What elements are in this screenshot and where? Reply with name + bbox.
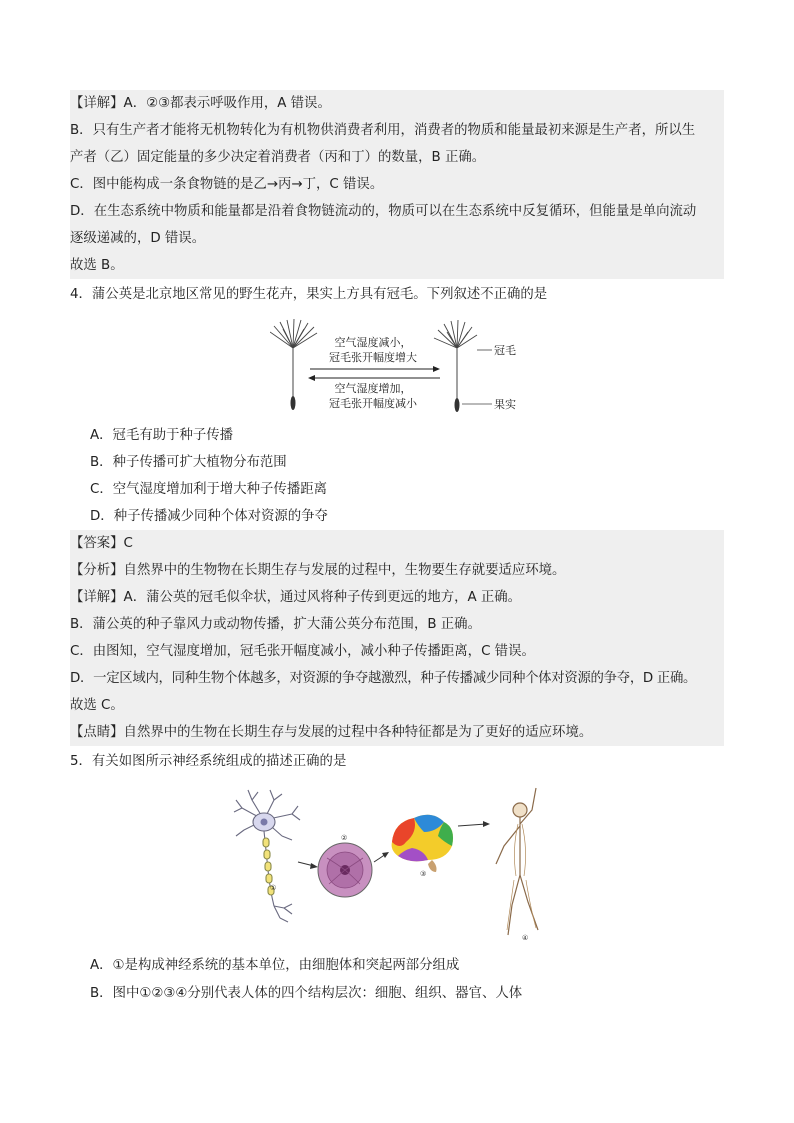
q4-detail-b: B．蒲公英的种子靠风力或动物传播，扩大蒲公英分布范围，B 正确。 [70,611,724,638]
q4-analysis: 【分析】自然界中的生物物在长期生存与发展的过程中，生物要生存就要适应环境。 [70,557,724,584]
q5-option-a: A．①是构成神经系统的基本单位，由细胞体和突起两部分组成 [90,958,460,973]
dandelion-open [270,319,317,410]
top-text-1: 空气湿度减小， [334,336,412,349]
bottom-text-1: 空气湿度增加， [334,382,412,395]
q4-option-a: A．冠毛有助于种子传播 [90,428,234,443]
q4-detail-d: D．一定区域内，同种生物个体越多，对资源的争夺越激烈，种子传播减少同种个体对资源的争夺，D 正确。 [70,665,724,692]
label-2: ② [341,834,348,842]
bottom-text-2: 冠毛张开幅度减小 [329,397,417,410]
q4-option-d: D．种子传播减少同种个体对资源的争夺 [90,509,328,524]
q3-detail-a: 【详解】A．②③都表示呼吸作用，A 错误。 [70,90,724,117]
q4-detail-c: C．由图知，空气湿度增加，冠毛张开幅度减小，减小种子传播距离，C 错误。 [70,638,724,665]
human-body-image [496,788,538,935]
q3-detail-b-2: 产者（乙）固定能量的多少决定着消费者（丙和丁）的数量，B 正确。 [70,144,724,171]
top-text-2: 冠毛张开幅度增大 [329,351,417,364]
q3-detail-c: C．图中能构成一条食物链的是乙→丙→丁，C 错误。 [70,171,724,198]
q4-detail-a: 【详解】A．蒲公英的冠毛似伞状，通过风将种子传到更远的地方，A 正确。 [70,584,724,611]
q4-comment: 【点睛】自然界中的生物在长期生存与发展的过程中各种特征都是为了更好的适应环境。 [70,719,724,746]
label-3: ③ [420,870,427,878]
label-pappus: 冠毛 [494,344,516,357]
brain-image [392,815,453,872]
label-fruit: 果实 [494,398,516,411]
neuron-image [234,790,300,922]
label-1: ① [270,884,277,892]
q3-detail-b-1: B．只有生产者才能将无机物转化为有机物供消费者利用，消费者的物质和能量最初来源是生产者，所以生 [70,117,724,144]
q4-stem: 4．蒲公英是北京地区常见的野生花卉，果实上方具有冠毛。下列叙述不正确的是 [70,287,548,302]
dandelion-closed [434,320,477,412]
q5-option-b: B．图中①②③④分别代表人体的四个结构层次：细胞、组织、器官、人体 [90,986,523,1001]
q4-option-b: B．种子传播可扩大植物分布范围 [90,455,287,470]
tissue-image [318,843,372,897]
dandelion-diagram [270,318,530,416]
q3-detail-d-2: 逐级递减的，D 错误。 [70,225,724,252]
q4-choice: 故选 C。 [70,692,724,719]
label-4: ④ [522,934,529,942]
nervous-system-figure [232,780,562,945]
q3-detail-d-1: D．在生态系统中物质和能量都是沿着食物链流动的，物质可以在生态系统中反复循环，但能量是单向流动 [70,198,724,225]
nervous-system-diagram [232,780,562,945]
dandelion-figure [270,318,530,416]
q3-choice: 故选 B。 [70,252,724,279]
q4-answer: 【答案】C [70,530,724,557]
q5-stem: 5．有关如图所示神经系统组成的描述正确的是 [70,754,347,769]
q4-option-c: C．空气湿度增加利于增大种子传播距离 [90,482,327,497]
